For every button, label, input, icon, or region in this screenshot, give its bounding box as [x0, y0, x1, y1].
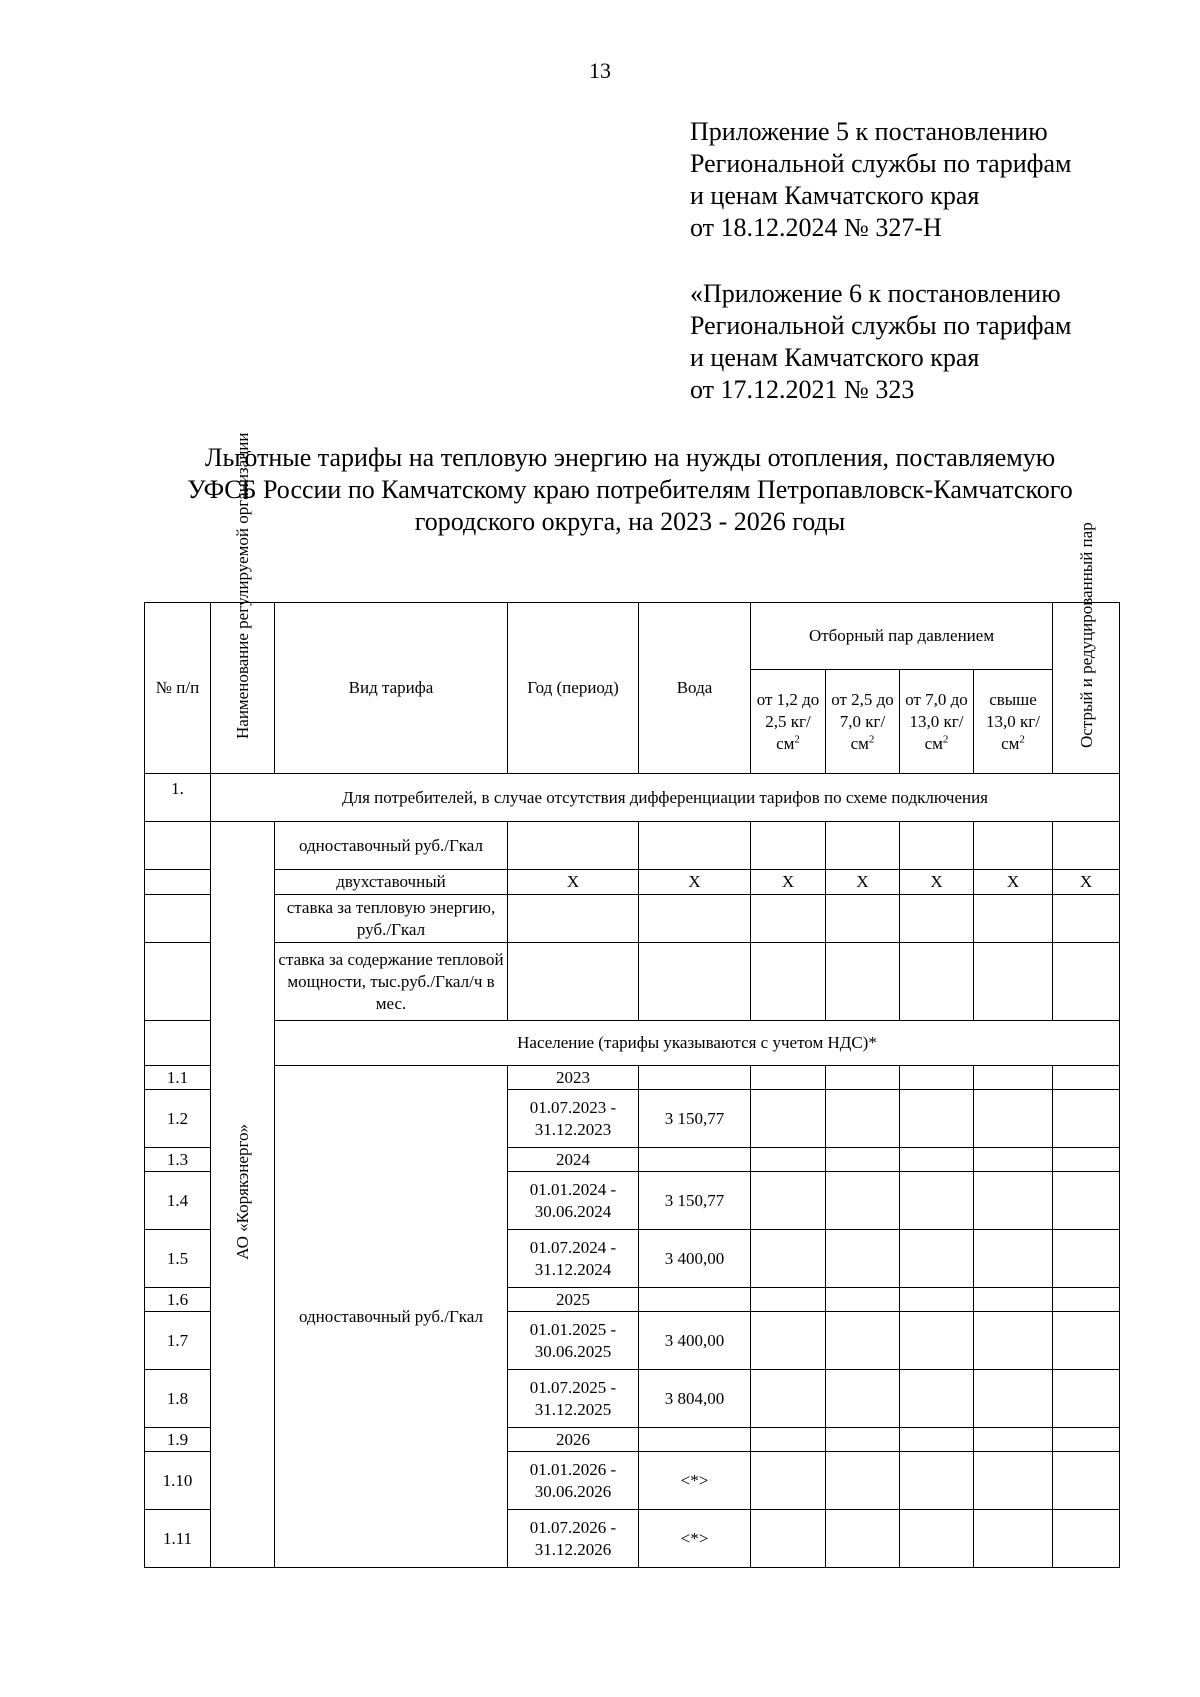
cell — [974, 1288, 1053, 1312]
header-water: Вода — [639, 603, 751, 774]
row-water: 3 150,77 — [639, 1090, 751, 1148]
row-period: 01.07.2023 - 31.12.2023 — [508, 1090, 639, 1148]
cell — [974, 1230, 1053, 1288]
cell — [900, 1452, 974, 1510]
appendix-current — [690, 116, 1071, 244]
cell — [974, 1428, 1053, 1452]
cell — [900, 1312, 974, 1370]
header-org-text: Наименование регулируемой организации — [233, 432, 252, 739]
row-period: 01.01.2026 - 30.06.2026 — [508, 1452, 639, 1510]
cell-num — [145, 1021, 211, 1066]
cell — [826, 943, 900, 1021]
cell-x: X — [974, 870, 1053, 895]
cell — [974, 1090, 1053, 1148]
row-water: 3 400,00 — [639, 1230, 751, 1288]
row-period: 2025 — [508, 1288, 639, 1312]
cell — [639, 822, 751, 870]
row-period: 2023 — [508, 1066, 639, 1090]
title-line: городского округа, на 2023 - 2026 годы — [414, 507, 846, 536]
appendix-line: Региональной службы по тарифам — [690, 311, 1072, 340]
row-num: 1.1 — [145, 1066, 211, 1090]
cell — [826, 1312, 900, 1370]
cell — [1053, 1370, 1120, 1428]
cell — [1053, 1148, 1120, 1172]
header-steam: Отборный пар давлением — [751, 603, 1053, 670]
row-water — [639, 1288, 751, 1312]
cell — [826, 1230, 900, 1288]
header-sharp-text: Острый и редуцированный пар — [1076, 522, 1096, 748]
cell — [900, 1370, 974, 1428]
row-water: 3 804,00 — [639, 1370, 751, 1428]
title-line: УФСБ России по Камчатскому краю потребителям Петропавловск-Камчатского — [187, 475, 1073, 504]
cell — [1053, 895, 1120, 943]
population-row — [145, 1021, 1120, 1066]
cell — [508, 943, 639, 1021]
cell — [900, 1288, 974, 1312]
appendix-line: «Приложение 6 к постановлению — [690, 279, 1061, 308]
cell — [751, 822, 826, 870]
cell — [974, 1066, 1053, 1090]
row-num: 1.2 — [145, 1090, 211, 1148]
cell — [751, 943, 826, 1021]
page-number: 13 — [589, 58, 611, 83]
cell-x: X — [751, 870, 826, 895]
header-org — [211, 432, 275, 774]
header-year: Год (период) — [508, 603, 639, 774]
cell — [826, 1066, 900, 1090]
appendix-line: Региональной службы по тарифам — [690, 149, 1072, 178]
cell — [751, 1452, 826, 1510]
header-steam-3: от 7,0 до 13,0 $кг/см^2$ — [900, 670, 974, 774]
row-period: 01.01.2024 - 30.06.2024 — [508, 1172, 639, 1230]
cell — [1053, 1230, 1120, 1288]
cell — [826, 895, 900, 943]
cell-x: X — [900, 870, 974, 895]
cell — [900, 1090, 974, 1148]
cell — [751, 1428, 826, 1452]
cell-num — [145, 870, 211, 895]
cell-num — [145, 943, 211, 1021]
table-row — [145, 870, 1120, 895]
cell — [1053, 1428, 1120, 1452]
header-num: № п/п — [145, 603, 211, 774]
row-period: 01.07.2025 - 31.12.2025 — [508, 1370, 639, 1428]
cell — [900, 1428, 974, 1452]
row-num: 1.9 — [145, 1428, 211, 1452]
appendix-line: и ценам Камчатского края — [690, 181, 980, 210]
org-name: АО «Корякэнерго» — [233, 1123, 252, 1260]
cell — [826, 822, 900, 870]
row-num: 1.7 — [145, 1312, 211, 1370]
cell — [974, 943, 1053, 1021]
row-water: 3 150,77 — [639, 1172, 751, 1230]
header-steam-2: от 2,5 до 7,0 $кг/см^2$ — [826, 670, 900, 774]
row-water: 3 400,00 — [639, 1312, 751, 1370]
cell — [900, 822, 974, 870]
row-num: 1.5 — [145, 1230, 211, 1288]
header-tariff-type: Вид тарифа — [275, 603, 508, 774]
header-steam-1: от 1,2 до 2,5 $кг/см^2$ — [751, 670, 826, 774]
cell — [639, 895, 751, 943]
cell-x: X — [826, 870, 900, 895]
appendix-line: от 18.12.2024 № 327-Н — [690, 213, 942, 242]
cell — [1053, 1172, 1120, 1230]
cell — [974, 1510, 1053, 1568]
cell — [751, 1230, 826, 1288]
cell — [1053, 822, 1120, 870]
cell — [751, 1148, 826, 1172]
cell — [508, 895, 639, 943]
cell-x: X — [508, 870, 639, 895]
row-period: 01.07.2024 - 31.12.2024 — [508, 1230, 639, 1288]
table-row — [145, 822, 1120, 870]
table-row — [145, 943, 1120, 1021]
cell — [900, 1510, 974, 1568]
header-steam-4: свыше 13,0 $кг/см^2$ — [974, 670, 1053, 774]
cell — [900, 1066, 974, 1090]
cell — [751, 1370, 826, 1428]
table-row — [145, 1066, 1120, 1090]
row-num: 1.10 — [145, 1452, 211, 1510]
row-water — [639, 1066, 751, 1090]
cell — [1053, 1090, 1120, 1148]
cell — [974, 1148, 1053, 1172]
cell — [974, 895, 1053, 943]
row-num: 1.6 — [145, 1288, 211, 1312]
cell — [826, 1452, 900, 1510]
cell — [751, 1510, 826, 1568]
row-water: <*> — [639, 1510, 751, 1568]
row-period: 2026 — [508, 1428, 639, 1452]
cell — [751, 1090, 826, 1148]
population-label: Население (тарифы указываются с учетом НДС)* — [275, 1021, 1120, 1066]
cell — [1053, 1066, 1120, 1090]
cell — [900, 943, 974, 1021]
row-period: 01.07.2026 - 31.12.2026 — [508, 1510, 639, 1568]
row-period: 01.01.2025 - 30.06.2025 — [508, 1312, 639, 1370]
appendix-line: Приложение 5 к постановлению — [690, 117, 1048, 146]
row-num: 1.3 — [145, 1148, 211, 1172]
cell — [1053, 943, 1120, 1021]
cell-tariff: двухставочный — [275, 870, 508, 895]
cell — [826, 1172, 900, 1230]
cell — [900, 1148, 974, 1172]
cell-tariff: ставка за тепловую энергию, руб./Гкал — [275, 895, 508, 943]
cell — [974, 1172, 1053, 1230]
cell-x: X — [639, 870, 751, 895]
row-num: 1.11 — [145, 1510, 211, 1568]
cell — [826, 1148, 900, 1172]
appendix-line: от 17.12.2021 № 323 — [690, 375, 915, 404]
cell — [751, 1312, 826, 1370]
cell — [751, 895, 826, 943]
table-row — [145, 895, 1120, 943]
cell — [900, 895, 974, 943]
document-title — [130, 442, 1130, 538]
row-water: <*> — [639, 1452, 751, 1510]
title-line: Льготные тарифы на тепловую энергию на нужды отопления, поставляемую — [204, 443, 1056, 472]
cell — [900, 1230, 974, 1288]
cell — [826, 1288, 900, 1312]
section-num: 1. — [145, 774, 211, 822]
header-sharp — [1053, 522, 1120, 774]
cell-tariff: одноставочный руб./Гкал — [275, 822, 508, 870]
cell — [639, 943, 751, 1021]
cell — [826, 1090, 900, 1148]
population-tariff: одноставочный руб./Гкал — [275, 1066, 508, 1568]
row-water — [639, 1428, 751, 1452]
cell — [1053, 1312, 1120, 1370]
appendix-previous — [690, 278, 1071, 406]
cell — [974, 1312, 1053, 1370]
appendix-line: и ценам Камчатского края — [690, 343, 980, 372]
cell — [751, 1288, 826, 1312]
org-name-cell — [211, 822, 275, 1568]
cell — [826, 1428, 900, 1452]
cell — [974, 1370, 1053, 1428]
cell — [900, 1172, 974, 1230]
cell — [826, 1510, 900, 1568]
cell — [826, 1370, 900, 1428]
cell-x: X — [1053, 870, 1120, 895]
row-water — [639, 1148, 751, 1172]
row-period: 2024 — [508, 1148, 639, 1172]
cell — [1053, 1288, 1120, 1312]
row-num: 1.4 — [145, 1172, 211, 1230]
cell-tariff: ставка за содержание тепловой мощности, тыс.руб./Гкал/ч в мес. — [275, 943, 508, 1021]
section-title: Для потребителей, в случае отсутствия дифференциации тарифов по схеме подключения — [211, 774, 1120, 822]
cell — [974, 822, 1053, 870]
row-num: 1.8 — [145, 1370, 211, 1428]
cell — [974, 1452, 1053, 1510]
cell — [1053, 1452, 1120, 1510]
cell-num — [145, 822, 211, 870]
cell-num — [145, 895, 211, 943]
cell — [508, 822, 639, 870]
cell — [751, 1172, 826, 1230]
cell — [1053, 1510, 1120, 1568]
cell — [751, 1066, 826, 1090]
